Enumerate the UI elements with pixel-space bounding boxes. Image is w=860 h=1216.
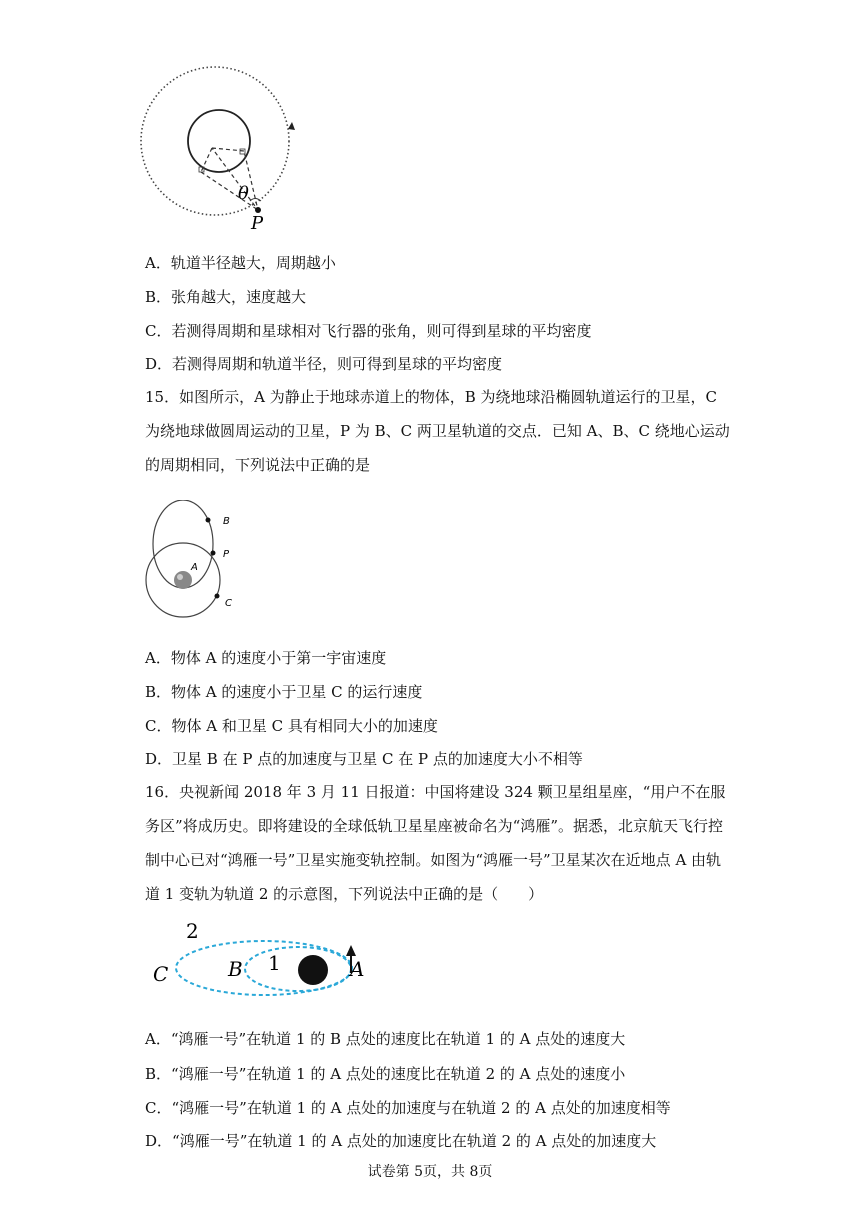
q14-option-d: D．若测得周期和轨道半径，则可得到星球的平均密度 [145, 355, 503, 373]
orbit-1 [245, 947, 351, 991]
orbit-transfer-figure [148, 918, 378, 998]
point-p [211, 551, 216, 556]
q14-option-a: A．轨道半径越大，周期越小 [145, 254, 336, 272]
elliptical-orbit-figure [140, 500, 250, 625]
q16-stem: 16．央视新闻 2018 年 3 月 11 日报道：中国将建设 324 颗卫星组星座，“用户不在服务区”将成历史。即将建设的全球低轨卫星星座被命名为“鸿雁”。据悉，北京航天飞行控制中心已对“鸿雁一号”卫星实施变轨控制。如图为“鸿雁一号”卫星某次在近地点 A 由轨道 1 变轨为轨道 2 的示意图，下列说法中正确的是（ ） [145, 783, 726, 903]
q16-option-a: A．“鸿雁一号”在轨道 1 的 B 点处的速度比在轨道 1 的 A 点处的速度大 [145, 1030, 626, 1048]
q14-option-b: B．张角越大，速度越大 [145, 288, 307, 306]
p-label: P [251, 213, 264, 234]
earth [174, 571, 192, 589]
flyer-orbit [141, 67, 289, 215]
a-label: A [350, 957, 365, 981]
p-label: P [223, 549, 230, 560]
q15-option-b: B．物体 A 的速度小于卫星 C 的运行速度 [145, 683, 423, 701]
q16-option-b: B．“鸿雁一号”在轨道 1 的 A 点处的速度比在轨道 2 的 A 点处的速度小 [145, 1065, 626, 1083]
q15-option-d: D．卫星 B 在 P 点的加速度与卫星 C 在 P 点的加速度大小不相等 [145, 750, 583, 768]
tangent-lines [212, 148, 258, 210]
c-label: C [153, 962, 169, 986]
point-c [215, 594, 220, 599]
planet [188, 110, 250, 172]
point-b [206, 518, 211, 523]
orbit-angle-figure [138, 60, 303, 240]
c-label: C [225, 598, 232, 609]
b-label: B [223, 516, 230, 527]
q14-option-c: C．若测得周期和星球相对飞行器的张角，则可得到星球的平均密度 [145, 322, 592, 340]
q15-stem: 15．如图所示，A 为静止于地球赤道上的物体，B 为绕地球沿椭圆轨道运行的卫星，C 为绕地球做圆周运动的卫星，P 为 B、C 两卫星轨道的交点．已知 A、B、C 绕地心运动的周期相同，下列说法中正确的是 [145, 388, 730, 474]
orbit-2-label: 2 [186, 919, 199, 943]
b-label: B [228, 957, 243, 981]
page-footer: 试卷第 5页，共 8页 [367, 1164, 493, 1180]
q15-option-a: A．物体 A 的速度小于第一宇宙速度 [145, 649, 387, 667]
q16-option-c: C．“鸿雁一号”在轨道 1 的 A 点处的加速度与在轨道 2 的 A 点处的加速度相等 [145, 1099, 671, 1117]
a-label: A [191, 562, 198, 573]
direction-arrow [288, 122, 295, 130]
earth [298, 955, 328, 985]
q15-option-c: C．物体 A 和卫星 C 具有相同大小的加速度 [145, 717, 438, 735]
theta-label: θ [238, 183, 249, 204]
orbit-1-label: 1 [268, 951, 281, 975]
q16-option-d: D．“鸿雁一号”在轨道 1 的 A 点处的加速度比在轨道 2 的 A 点处的加速度大 [145, 1132, 657, 1150]
